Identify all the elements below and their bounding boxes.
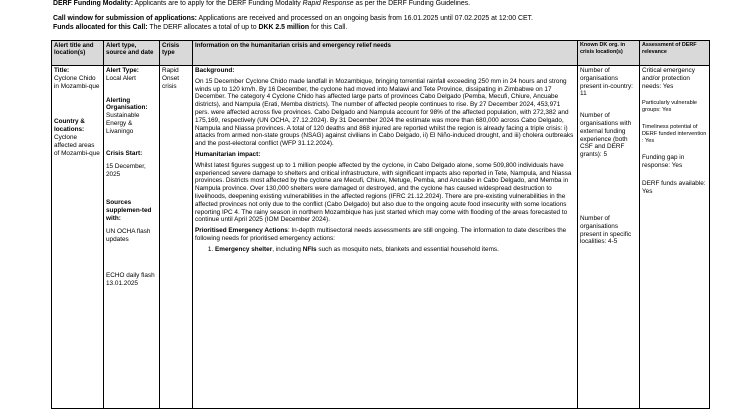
call-window-line: Call window for submission of applications: Applications are received and processed on an ongoing basis from 16.01.2025 until 07.02.2025 at 12:00 CET. — [53, 15, 533, 23]
impact-heading: Humanitarian impact: — [195, 150, 261, 158]
header-alert-type: Alert type, source and date — [104, 41, 160, 66]
table-header-row — [52, 41, 710, 66]
alerting-org-value: Sustainable Energy & Livaningo — [106, 112, 140, 135]
orgs-experience: Number of organisations with external funding experience (both CSF and DERF grants): 5 — [580, 112, 632, 159]
cell-known-orgs — [578, 66, 640, 409]
title-label: Title: — [54, 67, 70, 74]
header-known-orgs: Known DK org. in crisis location(s) — [578, 41, 640, 66]
modality-line: DERF Funding Modality: Applicants are to apply for the DERF Funding Modality Rapid Response as per the DERF Funding Guidelines. — [53, 0, 471, 7]
background-heading: Background: — [195, 67, 235, 74]
cell-alert-title — [52, 66, 104, 409]
sources-label: Sources supplemen-ted with: — [106, 198, 152, 222]
alert-type-value: Local Alert — [106, 74, 136, 82]
background-text: On 15 December Cyclone Chido made landfall in Mozambique, bringing torrential rainfall exceeding 250 mm in 24 hours and strong winds up to 120 km/h. By 16 December, the cyclone had moved into Malawi and Tete Province, dissipating in Zimbabwe on 17 December. The category 4 Cyclone Chido has affected large parts of provinces Cabo Delgado (Pemba, Mecufi, Chiure, Ancuabe districts), and Nampula (Erati, Memba districts). The number of affected people continues to rise. By 27 December 2024, 453,971 pers. were affected across five provinces. Cabo Delgado and Nampula account for 98% of the affected population, with 272,382 and 175,169, respectively (UN OCHA, 27.12.2024). By 31 December 2024 the estimate was more than 680,000 across Cabo Delgado, Nampula and Niassa provinces. A total of 120 deaths and 868 injured are reported whilst the region is already facing a triple crisis: i) attacks from armed non-state groups (NSAG) against civilians in Cabo Delgado, ii) El Niño-induced drought, and iii) cholera outbreaks and the post-electoral conflict (WFP 31.12.2024). — [195, 77, 574, 148]
vulnerable-groups: Particularly vulnerable groups: Yes — [642, 100, 698, 114]
sources-value-2: ECHO daily flash 13.01.2025 — [106, 271, 155, 287]
country-label: Country & locations: — [54, 118, 85, 134]
funds-line: Funds allocated for this Call: The DERF allocates a total of up to DKK 2.5 million for this Call. — [53, 23, 348, 31]
header-crisis-type: Crisis type — [160, 41, 193, 66]
alert-table — [51, 40, 710, 409]
sources-value-1: UN OCHA flash updates — [106, 228, 151, 244]
funding-gap: Funding gap in response: Yes — [642, 154, 685, 170]
actions-list — [195, 246, 575, 254]
cell-info — [193, 66, 578, 409]
alerting-org-label: Alerting Organisation: — [106, 96, 148, 112]
list-item: 1. Emergency shelter, including NFIs such as mosquito nets, blankets and essential household items. — [215, 246, 575, 254]
impact-text: Whilst latest figures suggest up to 1 million people affected by the cyclone, in Cabo Delgado alone, some 509,800 individuals have experienced severe damage to shelters and critical infrastructure, with significant impacts also reported in Tete, Nampula, and Niassa provinces. Districts most affected by the cyclone are Mecufi, Chiure, Metuge, Pemba, and Ancuabe in Cabo Delgado, and Memba in Nampula province. Over 130,000 shelters were damaged or destroyed, and the cyclone has caused widespread destruction to livelihoods, deepening existing vulnerabilities in the affected regions (IFRC 21.12.2024). There are pre-existing vulnerabilities in the affected provinces not only due to the conflict (Cabo Delgado) but also due to the ongoing acute food insecurity with some locations reporting IPC 4. The rainy season in northern Mozambique has just started which may come with flooding of the areas forecasted to continue until April 2025 (IOM December 2024). — [195, 161, 572, 224]
timeliness: Timeliness potential of DERF funded intervention : Yes — [642, 123, 707, 144]
crisis-type-value: Rapid Onset crisis — [162, 67, 180, 90]
derf-funds: DERF funds available: Yes — [642, 179, 706, 195]
actions-paragraph: Prioritised Emergency Actions: In-depth multisectoral needs assessments are still ongoing. The information to date describes the following needs for prioritised emergency actions: — [195, 227, 567, 242]
crisis-start-label: Crisis Start: — [106, 149, 143, 157]
orgs-localities: Number of organisations present in specific localities: 4-5 — [580, 214, 632, 246]
header-alert-title: Alert title and location(s) — [52, 41, 104, 66]
alert-type-label: Alert Type: — [106, 67, 139, 74]
call-intro — [53, 0, 743, 32]
crisis-start-value: 15 December, 2025 — [106, 163, 146, 179]
table-row — [52, 66, 710, 409]
cell-alert-type — [104, 66, 160, 409]
critical-needs: Critical emergency and/or protection needs: Yes — [642, 67, 695, 90]
header-info: Information on the humanitarian crisis and emergency relief needs — [193, 41, 578, 66]
orgs-present: Number of organisations present in-country: 11 — [580, 67, 633, 98]
country-value: Cyclone affected areas of Mozambi-que — [54, 133, 100, 157]
title-value: Cyclone Chido in Mozambi-que — [54, 74, 100, 90]
header-assessment: Assessment of DERF relevance — [640, 41, 710, 66]
cell-assessment — [640, 66, 710, 409]
actions-heading: Prioritised Emergency Actions — [195, 227, 288, 235]
cell-crisis-type — [160, 66, 193, 409]
